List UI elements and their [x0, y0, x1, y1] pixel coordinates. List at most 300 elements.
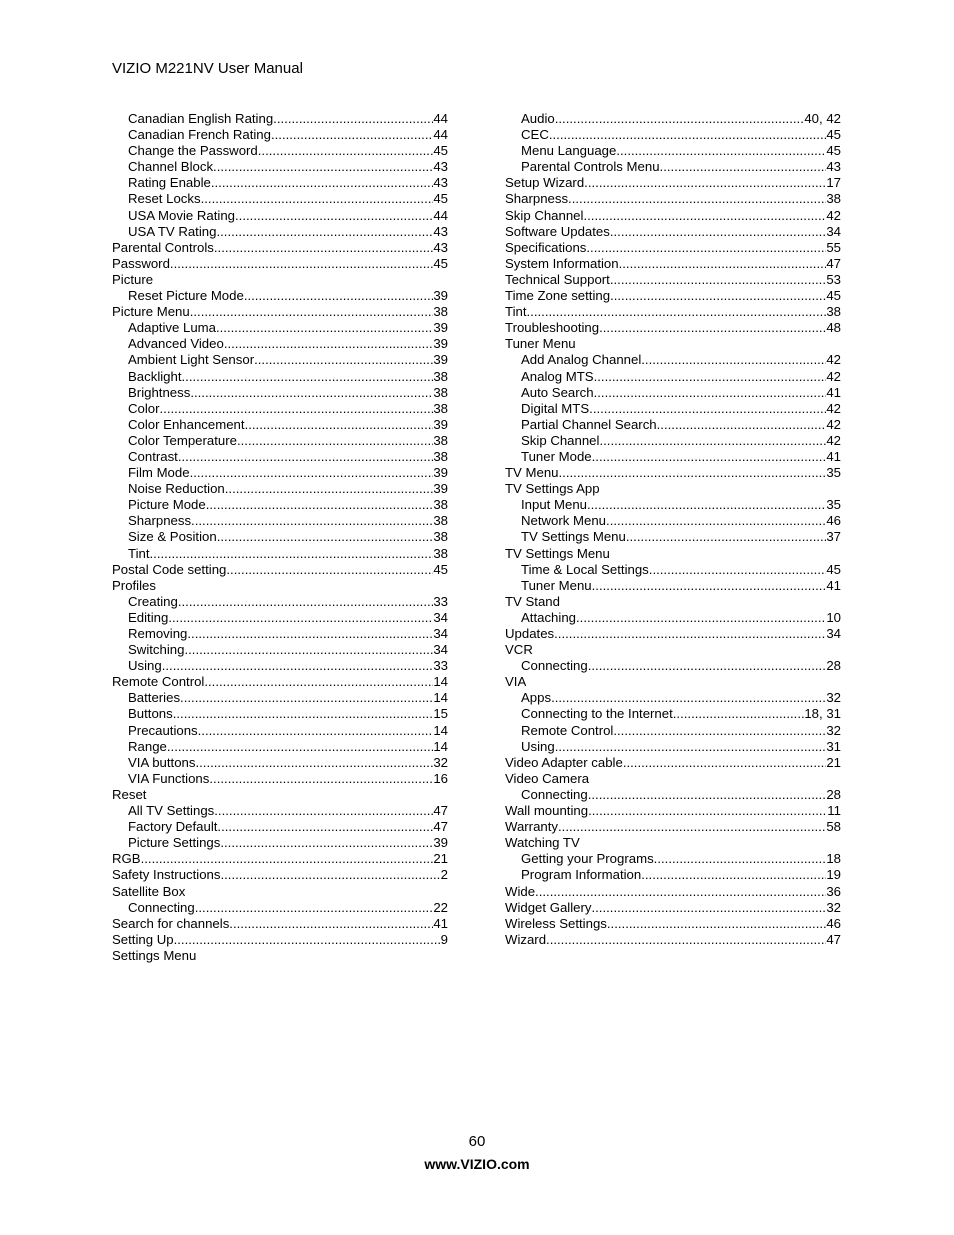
- index-entry-term: Batteries: [128, 690, 181, 706]
- index-entry: [505, 143, 841, 159]
- index-entry-term: System Information: [505, 255, 619, 271]
- index-entry-page: 39: [433, 835, 448, 851]
- index-entry-page: 39: [433, 288, 448, 304]
- index-entry: [112, 562, 448, 578]
- index-entry-term: Connecting: [521, 658, 588, 674]
- index-entry: [505, 546, 841, 562]
- index-entry: [505, 513, 841, 529]
- index-entry: [112, 191, 448, 207]
- dot-leader: [610, 224, 827, 240]
- index-entry: [112, 578, 448, 594]
- index-entry-term: Tint: [505, 304, 527, 320]
- index-entry-page: 37: [826, 529, 841, 545]
- index-entry-page: 32: [826, 899, 841, 915]
- index-entry: [112, 674, 448, 690]
- dot-leader: [180, 690, 433, 706]
- index-entry: [112, 851, 448, 867]
- dot-leader: [594, 369, 827, 385]
- dot-leader: [258, 143, 434, 159]
- dot-leader: [588, 803, 827, 819]
- index-entry-term: Color Temperature: [128, 432, 237, 448]
- index-entry-page: 35: [826, 465, 841, 481]
- index-entry-page: 31: [826, 738, 841, 754]
- index-entry-page: 42: [826, 432, 841, 448]
- index-entry-term: Remote Control: [112, 674, 205, 690]
- dot-leader: [225, 481, 434, 497]
- dot-leader: [235, 208, 433, 224]
- dot-leader: [649, 562, 827, 578]
- index-entry-term: Tuner Mode: [521, 448, 592, 464]
- index-entry-term: Picture Menu: [112, 304, 190, 320]
- dot-leader: [190, 304, 434, 320]
- dot-leader: [168, 610, 433, 626]
- index-entry-page: 39: [433, 352, 448, 368]
- index-entry-term: Time Zone setting: [505, 288, 611, 304]
- dot-leader: [195, 755, 433, 771]
- index-entry-page: 38: [433, 304, 448, 320]
- index-entry-page: 38: [433, 432, 448, 448]
- index-entry: [112, 417, 448, 433]
- index-entry: [112, 529, 448, 545]
- dot-leader: [576, 610, 826, 626]
- index-entry-page: 45: [826, 288, 841, 304]
- dot-leader: [641, 352, 826, 368]
- index-entry: [505, 835, 841, 851]
- index-entry-term: Input Menu: [521, 497, 587, 513]
- index-entry-term: Video Adapter cable: [505, 754, 623, 770]
- dot-leader: [641, 867, 826, 883]
- index-entry: [505, 578, 841, 594]
- dot-leader: [673, 706, 805, 722]
- index-entry-page: 42: [826, 416, 841, 432]
- index-entry: [112, 385, 448, 401]
- dot-leader: [174, 932, 441, 948]
- index-entry-term: Search for channels: [112, 915, 230, 931]
- index-entry-page: 11: [827, 803, 841, 819]
- dot-leader: [613, 723, 826, 739]
- dot-leader: [599, 320, 826, 336]
- index-entry: [112, 111, 448, 127]
- index-entry: [112, 932, 448, 948]
- index-entry-term: Specifications: [505, 239, 587, 255]
- index-entry: [505, 787, 841, 803]
- index-entry-page: 2: [440, 867, 448, 883]
- index-entry-page: 38: [433, 384, 448, 400]
- index-entry-page: 47: [826, 931, 841, 947]
- dot-leader: [592, 449, 827, 465]
- index-entry: [112, 771, 448, 787]
- dot-leader: [626, 529, 827, 545]
- index-entry-page: 10: [826, 609, 841, 625]
- dot-leader: [178, 449, 433, 465]
- dot-leader: [220, 835, 433, 851]
- index-entry-term: Brightness: [128, 384, 191, 400]
- index-entry: [112, 948, 448, 964]
- index-entry: [505, 272, 841, 288]
- dot-leader: [187, 626, 433, 642]
- index-entry-page: 39: [433, 465, 448, 481]
- index-entry: [505, 288, 841, 304]
- index-entry-page: 45: [826, 127, 841, 143]
- index-entry: [112, 755, 448, 771]
- index-entry-page: 32: [826, 722, 841, 738]
- index-entry-term: Factory Default: [128, 819, 218, 835]
- index-entry-page: 40, 42: [804, 111, 841, 126]
- dot-leader: [549, 127, 826, 143]
- index-entry-term: Updates: [505, 626, 555, 641]
- index-entry: [505, 739, 841, 755]
- index-entry-term: Using: [128, 658, 162, 674]
- index-entry: [505, 867, 841, 883]
- index-entry: [505, 240, 841, 256]
- index-entry-term: Getting your Programs: [521, 851, 654, 867]
- dot-leader: [589, 401, 826, 417]
- dot-leader: [546, 932, 826, 948]
- index-entry-page: 32: [826, 690, 841, 706]
- index-entry-term: VIA Functions: [128, 770, 210, 786]
- index-entry-term: Editing: [128, 609, 169, 625]
- dot-leader: [229, 916, 433, 932]
- index-entry-term: All TV Settings: [128, 803, 215, 819]
- dot-leader: [568, 191, 826, 207]
- index-entry-term: TV Settings App: [505, 481, 600, 497]
- index-entry-term: Widget Gallery: [505, 899, 592, 915]
- index-entry: [505, 256, 841, 272]
- dot-leader: [588, 787, 827, 803]
- index-entry: [112, 481, 448, 497]
- index-entry: [505, 594, 841, 610]
- index-entry-page: 28: [826, 658, 841, 674]
- index-entry: [112, 288, 448, 304]
- dot-leader: [216, 224, 433, 240]
- index-entry-term: Troubleshooting: [505, 320, 600, 336]
- index-entry-page: 38: [433, 529, 448, 545]
- index-entry-page: 33: [433, 593, 448, 609]
- index-entry-term: Satellite Box: [112, 883, 186, 899]
- index-entry: [505, 401, 841, 417]
- index-entry: [112, 352, 448, 368]
- index-entry-page: 18: [826, 851, 841, 867]
- index-entry-page: 46: [826, 915, 841, 931]
- index-entry-page: 42: [826, 352, 841, 368]
- index-entry-page: 39: [433, 481, 448, 497]
- index-entry-page: 44: [433, 207, 448, 223]
- index-entry-term: VIA: [505, 674, 527, 690]
- index-entry: [112, 465, 448, 481]
- index-entry-page: 34: [433, 609, 448, 625]
- dot-leader: [559, 465, 827, 481]
- dot-leader: [588, 658, 827, 674]
- index-entry: [505, 723, 841, 739]
- dot-leader: [660, 159, 827, 175]
- index-entry: [505, 352, 841, 368]
- index-entry-term: Analog MTS: [521, 368, 594, 384]
- index-entry: [505, 336, 841, 352]
- index-entry-page: 38: [433, 400, 448, 416]
- index-entry: [505, 851, 841, 867]
- index-entry: [505, 529, 841, 545]
- index-entry-term: Skip Channel: [505, 207, 584, 223]
- index-entry: [505, 706, 841, 722]
- index-entry-page: 43: [433, 159, 448, 175]
- index-entry-term: Sharpness: [505, 191, 569, 207]
- index-entry-term: Wireless Settings: [505, 915, 607, 931]
- index-entry-term: Reset: [112, 786, 147, 802]
- dot-leader: [204, 674, 433, 690]
- index-entry-term: TV Settings Menu: [505, 545, 610, 561]
- index-entry-term: Wide: [505, 883, 536, 899]
- index-entry-page: 34: [826, 626, 841, 641]
- dot-leader: [173, 706, 434, 722]
- dot-leader: [584, 175, 826, 191]
- dot-leader: [606, 513, 826, 529]
- footer-url: www.VIZIO.com: [424, 1156, 530, 1172]
- index-entry-term: Canadian French Rating: [128, 127, 271, 143]
- index-entry: [112, 690, 448, 706]
- dot-leader: [607, 916, 826, 932]
- index-entry-term: Picture Settings: [128, 835, 221, 851]
- index-entry: [505, 304, 841, 320]
- index-entry-term: Skip Channel: [521, 432, 600, 448]
- index-entry-term: Sharpness: [128, 513, 192, 529]
- index-entry-page: 43: [433, 175, 448, 191]
- index-entry-term: Reset Picture Mode: [128, 288, 244, 304]
- index-entry: [505, 819, 841, 835]
- dot-leader: [657, 417, 827, 433]
- index-entry-page: 36: [826, 883, 841, 899]
- dot-leader: [184, 642, 433, 658]
- dot-leader: [551, 690, 826, 706]
- index-entry-page: 14: [433, 738, 448, 754]
- index-entry-page: 35: [826, 497, 841, 513]
- dot-leader: [190, 385, 433, 401]
- index-entry: [505, 127, 841, 143]
- index-entry: [112, 803, 448, 819]
- index-entry-page: 45: [826, 561, 841, 577]
- dot-leader: [211, 175, 433, 191]
- index-entry: [505, 884, 841, 900]
- index-entry-term: Setup Wizard: [505, 175, 585, 191]
- dot-leader: [558, 819, 826, 835]
- index-entry-page: 41: [826, 384, 841, 400]
- index-entry-term: Parental Controls: [112, 239, 214, 255]
- index-entry-page: 39: [433, 416, 448, 432]
- dot-leader: [220, 867, 440, 883]
- index-entry-term: Safety Instructions: [112, 867, 221, 883]
- index-entry: [505, 932, 841, 948]
- index-entry: [112, 706, 448, 722]
- dot-leader: [160, 401, 434, 417]
- index-entry: [112, 739, 448, 755]
- index-entry-term: Contrast: [128, 448, 178, 464]
- dot-leader: [599, 433, 826, 449]
- index-entry: [112, 916, 448, 932]
- index-entry: [112, 175, 448, 191]
- dot-leader: [591, 900, 826, 916]
- index-entry-term: Range: [128, 738, 167, 754]
- index-entry: [505, 208, 841, 224]
- index-entry-page: 39: [433, 320, 448, 336]
- dot-leader: [610, 288, 826, 304]
- index-entry-page: 34: [433, 642, 448, 658]
- index-entry-page: 43: [433, 223, 448, 239]
- index-entry-term: Auto Search: [521, 384, 594, 400]
- index-entry-term: Channel Block: [128, 159, 214, 175]
- dot-leader: [586, 240, 826, 256]
- index-entry-page: 47: [826, 255, 841, 271]
- index-entry: [112, 433, 448, 449]
- index-entry: [112, 304, 448, 320]
- index-entry-term: Tuner Menu: [521, 577, 592, 593]
- index-entry: [505, 755, 841, 771]
- index-entry: [112, 240, 448, 256]
- index-entry: [112, 127, 448, 143]
- index-entry: [505, 320, 841, 336]
- index-entry: [505, 610, 841, 626]
- index-entry-term: Postal Code setting: [112, 561, 227, 577]
- index-entry: [112, 867, 448, 883]
- index-entry-page: 14: [433, 674, 448, 690]
- index-entry-term: Setting Up: [112, 931, 174, 947]
- dot-leader: [201, 191, 434, 207]
- index-entry-page: 58: [826, 819, 841, 835]
- index-entry-page: 21: [826, 754, 841, 770]
- index-entry-term: Profiles: [112, 577, 156, 593]
- dot-leader: [244, 288, 434, 304]
- index-entry: [505, 449, 841, 465]
- index-entry-page: 43: [433, 239, 448, 255]
- index-entry-term: Audio: [521, 111, 555, 126]
- index-entry-term: Add Analog Channel: [521, 352, 642, 368]
- index-entry-term: Picture Mode: [128, 497, 206, 513]
- index-entry-page: 33: [433, 658, 448, 674]
- dot-leader: [555, 111, 805, 127]
- dot-leader: [195, 900, 434, 916]
- index-entry-term: Change the Password: [128, 143, 258, 159]
- index-entry: [112, 900, 448, 916]
- index-entry-page: 38: [433, 513, 448, 529]
- index-entry: [505, 642, 841, 658]
- index-entry-term: Color Enhancement: [128, 416, 245, 432]
- index-entry: [112, 819, 448, 835]
- index-entry-page: 45: [433, 561, 448, 577]
- dot-leader: [162, 658, 434, 674]
- index-entry-page: 19: [826, 867, 841, 883]
- index-entry: [505, 658, 841, 674]
- index-entry-term: Rating Enable: [128, 175, 211, 191]
- index-entry-term: Technical Support: [505, 271, 610, 287]
- index-entry-page: 44: [433, 127, 448, 143]
- index-entry-term: Using: [521, 738, 555, 754]
- index-entry: [505, 465, 841, 481]
- index-entry: [505, 674, 841, 690]
- dot-leader: [592, 578, 827, 594]
- index-entry-page: 28: [826, 786, 841, 802]
- index-entry-page: 17: [826, 175, 841, 191]
- dot-leader: [178, 594, 433, 610]
- index-entry-term: Connecting to the Internet: [521, 706, 673, 722]
- dot-leader: [555, 739, 827, 755]
- index-entry-term: USA Movie Rating: [128, 207, 236, 223]
- dot-leader: [583, 208, 826, 224]
- index-entry-page: 44: [433, 111, 448, 126]
- dot-leader: [214, 240, 433, 256]
- index-entry-page: 16: [433, 770, 448, 786]
- index-entry-page: 45: [433, 143, 448, 159]
- index-entry-page: 39: [433, 336, 448, 352]
- dot-leader: [616, 143, 826, 159]
- index-entry: [112, 626, 448, 642]
- index-entry-term: Attaching: [521, 609, 576, 625]
- index-entry-term: Remote Control: [521, 722, 614, 738]
- index-entry-term: TV Settings Menu: [521, 529, 626, 545]
- index-entry: [112, 546, 448, 562]
- dot-leader: [182, 369, 434, 385]
- index-entry-page: 15: [433, 706, 448, 722]
- dot-leader: [610, 272, 826, 288]
- index-entry-term: Removing: [128, 626, 188, 641]
- index-entry-page: 38: [433, 497, 448, 513]
- dot-leader: [224, 336, 434, 352]
- index-entry-page: 48: [826, 320, 841, 336]
- index-entry-page: 22: [433, 899, 448, 915]
- index-entry-page: 41: [826, 577, 841, 593]
- index-entry-term: Wizard: [505, 931, 547, 947]
- dot-leader: [167, 739, 433, 755]
- index-entry-page: 32: [433, 754, 448, 770]
- dot-leader: [594, 385, 827, 401]
- index-entry-term: Backlight: [128, 368, 182, 384]
- index-entry: [112, 884, 448, 900]
- index-entry-term: Adaptive Luma: [128, 320, 216, 336]
- dot-leader: [554, 626, 826, 642]
- index-entry-page: 45: [433, 191, 448, 207]
- dot-leader: [213, 159, 433, 175]
- dot-leader: [619, 256, 827, 272]
- index-entry-term: Buttons: [128, 706, 173, 722]
- page-number: 60: [468, 1133, 486, 1150]
- index-entry-term: Size & Position: [128, 529, 217, 545]
- dot-leader: [217, 819, 433, 835]
- index-entry: [112, 369, 448, 385]
- index-entry: [505, 159, 841, 175]
- index-entry-page: 55: [826, 239, 841, 255]
- index-entry: [505, 224, 841, 240]
- index-entry-term: Noise Reduction: [128, 481, 225, 497]
- index-entry: [112, 159, 448, 175]
- index-entry-term: Ambient Light Sensor: [128, 352, 255, 368]
- index-entry-page: 43: [826, 159, 841, 175]
- dot-leader: [623, 755, 827, 771]
- index-entry: [505, 803, 841, 819]
- index-entry: [112, 787, 448, 803]
- index-entry-term: Digital MTS: [521, 400, 590, 416]
- dot-leader: [150, 546, 434, 562]
- index-entry-page: 47: [433, 819, 448, 835]
- index-entry-term: Video Camera: [505, 770, 590, 786]
- index-entry-term: Film Mode: [128, 465, 190, 481]
- dot-leader: [170, 256, 433, 272]
- index-entry: [505, 562, 841, 578]
- dot-leader: [245, 417, 434, 433]
- index-entry-term: Software Updates: [505, 223, 610, 239]
- index-entry: [112, 723, 448, 739]
- dot-leader: [527, 304, 827, 320]
- index-column-right: [505, 111, 841, 948]
- index-entry-page: 38: [826, 304, 841, 320]
- dot-leader: [254, 352, 433, 368]
- index-entry-page: 41: [826, 448, 841, 464]
